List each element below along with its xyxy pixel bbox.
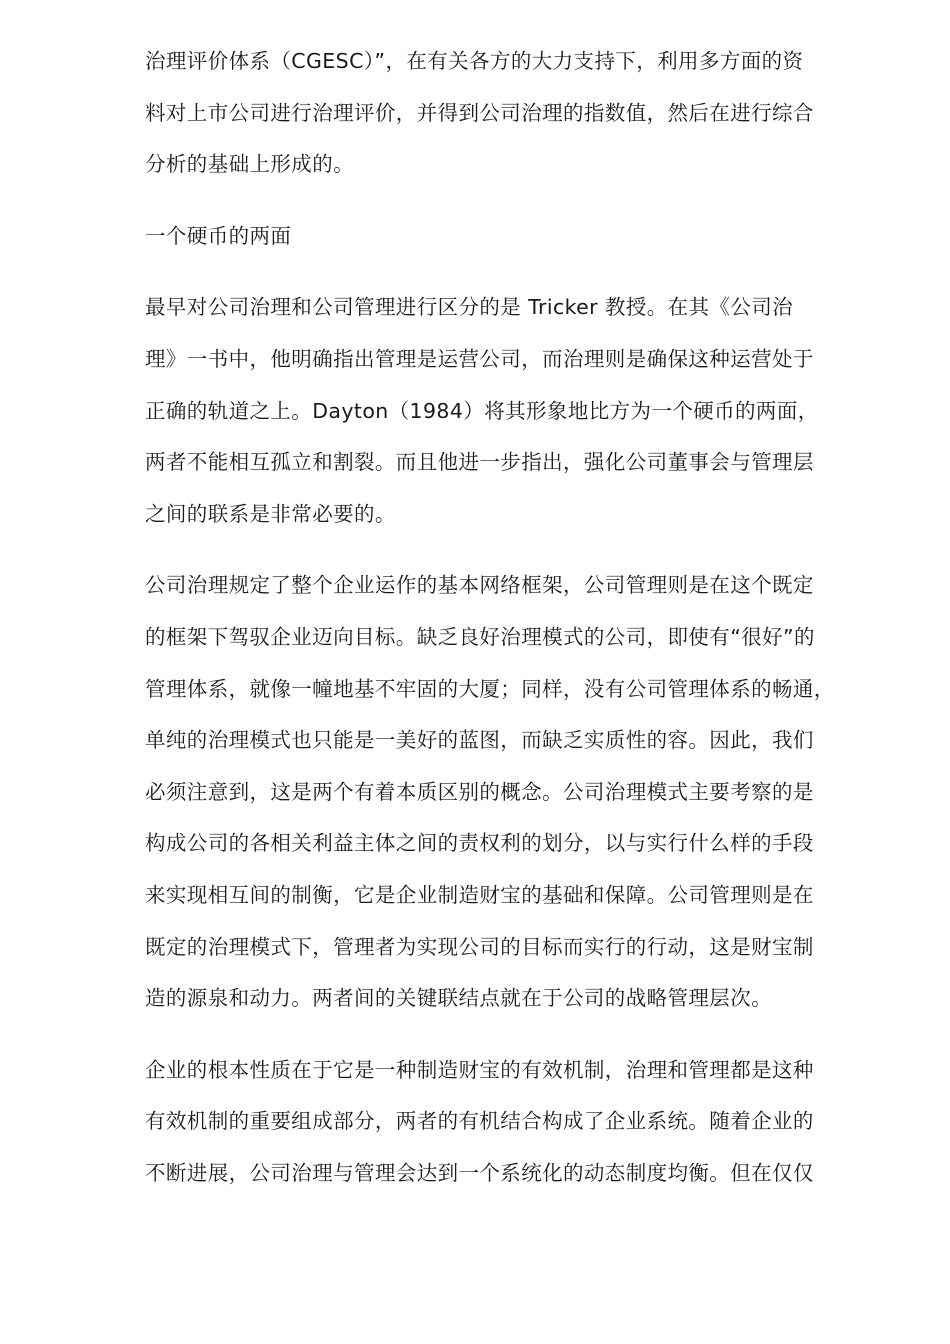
paragraph-3	[145, 565, 880, 1029]
text-line: 管理体系，就像一幢地基不牢固的大厦；同样，没有公司管理体系的畅通，	[145, 676, 835, 701]
heading-text: 一个硬币的两面	[145, 223, 292, 248]
text-line: 料对上市公司进行治理评价，并得到公司治理的指数值，然后在进行综合	[145, 100, 814, 125]
text-line: 最早对公司治理和公司管理进行区分的是 Tricker 教授。在其《公司治	[145, 295, 794, 320]
text-line: 有效机制的重要组成部分，两者的有机结合构成了企业系统。随着企业的	[145, 1109, 814, 1134]
text-line: 既定的治理模式下，管理者为实现公司的目标而实行的行动，这是财宝制	[145, 934, 814, 959]
text-line: 治理评价体系（CGESC）”，在有关各方的大力支持下，利用多方面的资	[145, 49, 804, 73]
text-line: 的框架下驾驭企业迈向目标。缺乏良好治理模式的公司，即使有“很好”的	[145, 624, 815, 649]
paragraph-4	[145, 1050, 880, 1205]
text-line: 构成公司的各相关利益主体之间的责权利的划分，以与实行什么样的手段	[145, 831, 814, 856]
text-line: 之间的联系是非常必要的。	[145, 501, 396, 526]
paragraph-2	[145, 287, 880, 545]
text-line: 造的源泉和动力。两者间的关键联结点就在于公司的战略管理层次。	[145, 986, 772, 1011]
document-page	[145, 41, 880, 1224]
text-line: 公司治理规定了整个企业运作的基本网络框架，公司管理则是在这个既定	[145, 573, 814, 598]
text-line: 企业的根本性质在于它是一种制造财宝的有效机制，治理和管理都是这种	[145, 1057, 814, 1082]
text-line: 两者不能相互孤立和割裂。而且他进一步指出，强化公司董事会与管理层	[145, 450, 814, 475]
text-line: 正确的轨道之上。Dayton（1984）将其形象地比方为一个硬币的两面，	[145, 398, 819, 423]
section-heading	[145, 216, 880, 268]
text-line: 不断进展，公司治理与管理会达到一个系统化的动态制度均衡。但在仅仅	[145, 1160, 814, 1185]
text-line: 分析的基础上形成的。	[145, 152, 354, 177]
text-line: 理》一书中，他明确指出管理是运营公司，而治理则是确保这种运营处于	[145, 346, 814, 371]
text-line: 单纯的治理模式也只能是一美好的蓝图，而缺乏实质性的容。因此，我们	[145, 728, 814, 753]
text-line: 来实现相互间的制衡，它是企业制造财宝的基础和保障。公司管理则是在	[145, 882, 814, 907]
paragraph-1	[145, 41, 880, 196]
text-line: 必须注意到，这是两个有着本质区别的概念。公司治理模式主要考察的是	[145, 779, 814, 804]
